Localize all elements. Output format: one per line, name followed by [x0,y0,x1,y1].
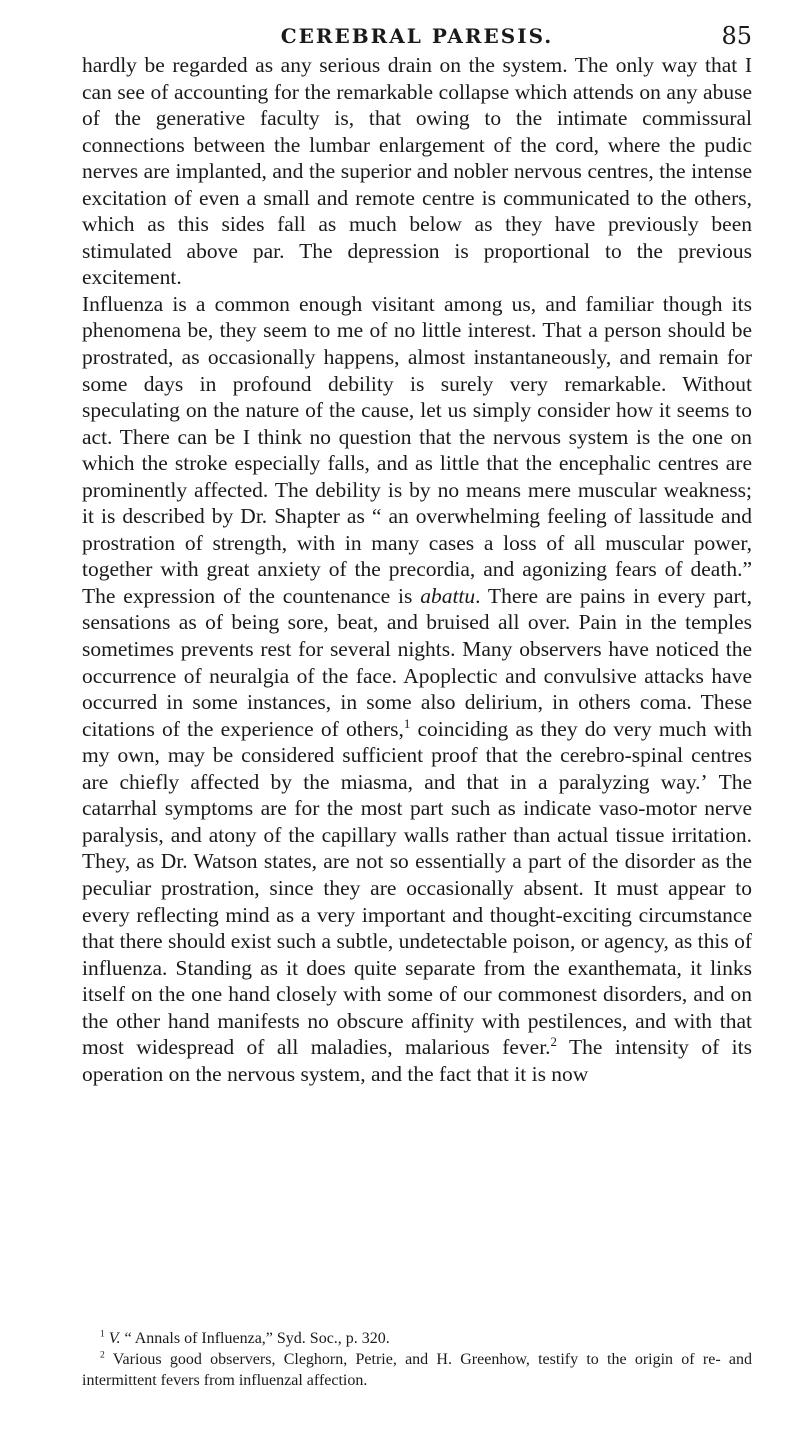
footnote [82,1328,752,1349]
running-title: CEREBRAL PARESIS. [280,24,554,48]
footnote-text: Various good observers, Cleghorn, Petrie, and H. Greenhow, testify to the origin of re- and intermittent fevers from influenzal affection. [82,1351,752,1389]
footnote-lead: V. [108,1330,121,1347]
paragraph-text: . There are pains in every part, sensations as of being sore, beat, and bruised all over. Pain in the temples sometimes prevents rest for several nights. Many observers have noticed the occurrence of neuralgia of the face. Apoplectic and convulsive attacks have occurred in some instances, in some also delirium, in others coma. These citations of the experience of others, [82,583,752,741]
footnotes [82,1328,752,1391]
paragraph [82,291,752,1087]
italic-term: abattu [420,583,476,608]
footnote-text: “ Annals of Influenza,” Syd. Soc., p. 320. [120,1330,390,1347]
paragraph-text: Influenza is a common enough visitant among us, and familiar though its phenomena be, they seem to me of no little interest. That a person should be prostrated, as occasionally happens, almost instantaneously, and remain for some days in profound debility is surely very remarkable. Without speculating on the nature of the cause, let us simply consider how it seems to act. There can be I think no question that the nervous system is the one on which the stroke especially falls, and as little that the encephalic centres are prominently affected. The debility is by no means mere muscular weakness; it is described by Dr. Shapter as “ an overwhelming feeling of lassitude and prostration of strength, with in many cases a loss of all muscular power, together with great anxiety of the precordia, and agonizing fears of death.” The expression of the countenance is [82,291,752,608]
page-number: 85 [721,22,752,50]
running-head [82,18,752,54]
footnote [82,1349,752,1391]
paragraph-text: The intensity of its operation on the nervous system, and the fact that it is now [82,1035,752,1086]
footnote-marker: 2 [100,1349,105,1361]
paragraph-text: coinciding as they do very much with my own, may be considered sufficient proof that the cerebro-spinal centres are chiefly affected by the miasma, and that in a paralyzing way.ʼ The catarrhal symptoms are for the most part such as indicate vaso-motor nerve paralysis, and atony of the capillary walls rather than actual tissue irritation. They, as Dr. Watson states, are not so essentially a part of the disorder as the peculiar prostration, since they are occasionally absent. It must appear to every reflecting mind as a very important and thought-exciting circumstance that there should exist such a subtle, undetectable poison, or agency, as this of influenza. Standing as it does quite separate from the exanthemata, it links itself on the one hand closely with some of our commonest disorders, and on the other hand manifests no obscure affinity with pestilences, and with that most widespread of all maladies, malarious fever. [82,716,752,1060]
paragraph [82,52,752,291]
body-text [82,52,752,1087]
paragraph-text: hardly be regarded as any serious drain on the system. The only way that I can see of accounting for the remarkable collapse which attends on any abuse of the generative faculty is, that owing to the intimate commissural connections between the lumbar enlargement of the cord, where the pudic nerves are implanted, and the superior and nobler nervous centres, the intense excitation of even a small and remote centre is communicated to the others, which as this sides fall as much below as they have previously been stimulated above par. The depression is proportional to the previous excitement. [82,53,752,290]
footnote-ref: 2 [550,1035,557,1050]
footnote-marker: 1 [100,1328,105,1340]
footnote-ref: 1 [403,716,411,731]
